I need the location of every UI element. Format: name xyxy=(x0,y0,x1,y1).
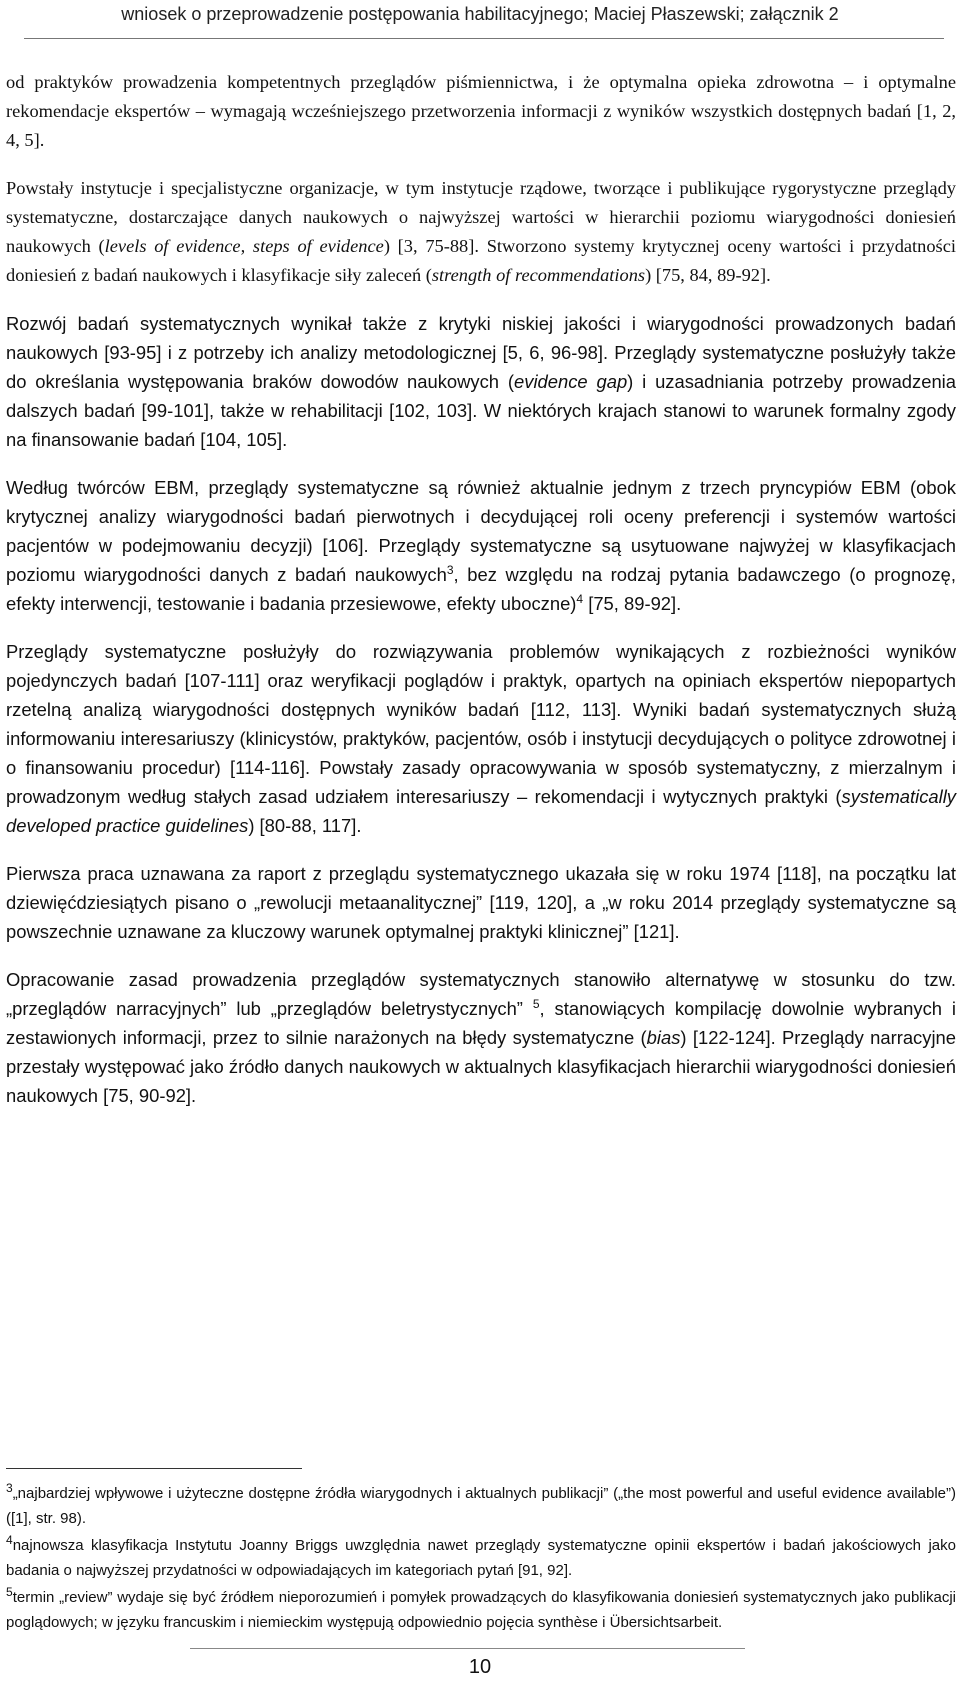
paragraph-5-text-b: ) [80-88, 117]. xyxy=(248,815,362,836)
footnote-3 xyxy=(6,1481,956,1531)
paragraph-6: Pierwsza praca uznawana za raport z przeglądu systematycznego ukazała się w roku 1974 [118], na początku lat dziewięćdziesiątych pisano o „rewolucji metaanalitycznej” [119, 120], a „w roku 2014 przeglądy systematyczne są powszechnie uznawane za kluczowy warunek optymalnej praktyki klinicznej” [121]. xyxy=(6,863,956,942)
paragraph-1: od praktyków prowadzenia kompetentnych przeglądów piśmiennictwa, i że optymalna opieka zdrowotna – i optymalne rekomendacje ekspertów – wymagają wcześniejszego przetworzenia informacji z wyników wszystkich dostępnych badań [1, 2, 4, 5]. xyxy=(6,72,956,150)
main-text xyxy=(6,68,956,1129)
footnote-number: 5 xyxy=(6,1585,13,1599)
paragraph-3-emphasis: evidence gap xyxy=(514,371,628,392)
paragraph-5 xyxy=(6,637,956,840)
paragraph-4-text-a: Według twórców EBM, przeglądy systematyczne są również aktualnie jednym z trzech pryncypiów EBM (obok krytycznej analizy wiarygodności badań pierwotnych i decydującej roli oceny preferencji i systemów wartości pacjentów w podejmowaniu decyzji) [106]. Przeglądy systematyczne są usytuowane najwyżej w klasyfikacjach poziomu wiarygodności danych z badań naukowych xyxy=(6,477,956,585)
footnote-text: najnowsza klasyfikacja Instytutu Joanny Briggs uwzględnia nawet przeglądy systematyczne opinii ekspertów i badań jakościowych jako badania o najwyższej przydatności w odpowiadających im kategoriach pytań [91, 92]. xyxy=(6,1537,956,1579)
footnote-5 xyxy=(6,1585,956,1635)
paragraph-4-text-c: [75, 89-92]. xyxy=(583,593,682,614)
footnote-4 xyxy=(6,1533,956,1583)
paragraph-7-text-a: Opracowanie zasad prowadzenia przeglądów systematycznych stanowiło alternatywę w stosunku do tzw. „przeglądów narracyjnych” lub „przeglądów beletrystycznych” xyxy=(6,969,956,1019)
paragraph-2-text-c: Stworzono systemy krytycznej oceny wartości i przydatności doniesień z badań naukowych i klasyfikacje siły zaleceń ( xyxy=(6,236,956,285)
footnote-number: 3 xyxy=(6,1481,13,1495)
paragraph-2-text-a: Powstały instytucje i specjalistyczne organizacje, w tym instytucje rządowe, tworzące i publikujące rygorystyczne przeglądy systematyczne, dostarczające danych naukowych o najwyższej wartości w hierarchii poziomu wiarygodności doniesień naukowych ( xyxy=(6,178,956,256)
paragraph-2-text-d: ) [75, 84, 89-92]. xyxy=(645,265,771,285)
footnote-ref-5[interactable]: 5 xyxy=(532,996,540,1011)
page-number: 10 xyxy=(468,1656,492,1678)
paragraph-4-text-b: , bez względu na rodzaj pytania badawczego (o prognozę, efekty interwencji, testowanie i badania przesiewowe, efekty uboczne) xyxy=(6,564,956,614)
paragraph-3-text-a: Rozwój badań systematycznych wynikał także z krytyki niskiej jakości i wiarygodności prowadzonych badań naukowych [93-95] i z potrzeby ich analizy metodologicznej [5, 6, 96-98]. Przeglądy systematyczne posłużyły także do określania występowania braków dowodów naukowych ( xyxy=(6,313,956,392)
footnote-separator xyxy=(6,1468,302,1469)
paragraph-3-text-b: ) i uzasadniania potrzeby prowadzenia dalszych badań [99-101], także w rehabilitacji [102, 103]. W niektórych krajach stanowi to warunek formalny zgody na finansowanie badań [104, 105]. xyxy=(6,371,956,450)
paragraph-7 xyxy=(6,965,956,1110)
paragraph-5-text-a: Przeglądy systematyczne posłużyły do rozwiązywania problemów wynikających z rozbieżności wyników pojedynczych badań [107-111] oraz weryfikacji poglądów i praktyk, opartych na opiniach ekspertów niepopartych rzetelną analizą wiarygodności dostępnych wyników badań [112, 113]. Wyniki badań systematycznych służą informowaniu interesariuszy (klinicystów, praktyków, pacjentów, osób i instytucji decydujących o polityce zdrowotnej i o finansowaniu procedur) [114-116]. Powstały zasady opracowywania w sposób systematyczny, z mierzalnym i prowadzonym według stałych zasad udziałem interesariuszy – rekomendacji i wytycznych praktyki ( xyxy=(6,641,956,807)
footnotes xyxy=(6,1481,956,1637)
footnote-text: termin „review” wydaje się być źródłem nieporozumień i pomyłek prowadzących do klasyfikowania doniesień systematycznych jako publikacji poglądowych; w języku francuskim i niemieckim występują odpowiednio pojęcia synthèse i Übersichtsarbeit. xyxy=(6,1589,956,1631)
paragraph-2-text-b: ) [3, 75-88]. xyxy=(383,236,479,256)
footnote-text: „najbardziej wpływowe i użyteczne dostępne źródła wiarygodnych i aktualnych publikacji” („the most powerful and useful evidence available”) ([1], str. 98). xyxy=(6,1485,956,1527)
footer-divider xyxy=(190,1648,745,1649)
running-header: wniosek o przeprowadzenie postępowania habilitacyjnego; Maciej Płaszewski; załącznik 2 xyxy=(121,4,839,24)
paragraph-2-emphasis-2: strength of recommendations xyxy=(431,265,646,285)
footnote-number: 4 xyxy=(6,1533,13,1547)
paragraph-2-emphasis-1: levels of evidence, steps of evidence xyxy=(104,236,384,256)
paragraph-3 xyxy=(6,309,956,454)
paragraph-7-text-b: , stanowiących kompilację dowolnie wybranych i zestawionych informacji, przez to silnie narażonych na błędy systematyczne ( xyxy=(6,998,956,1048)
footnote-ref-4[interactable]: 4 xyxy=(576,591,584,606)
footnote-ref-3[interactable]: 3 xyxy=(446,562,454,577)
paragraph-2 xyxy=(6,174,956,290)
paragraph-7-emphasis: bias xyxy=(646,1027,681,1048)
header-divider xyxy=(24,38,944,39)
paragraph-5-emphasis: systematically developed practice guidelines xyxy=(6,786,956,836)
paragraph-4 xyxy=(6,473,956,618)
paragraph-7-text-c: ) [122-124]. Przeglądy narracyjne przestały występować jako źródło danych naukowych w aktualnych klasyfikacjach hierarchii wiarygodności doniesień naukowych [75, 90-92]. xyxy=(6,1027,956,1106)
